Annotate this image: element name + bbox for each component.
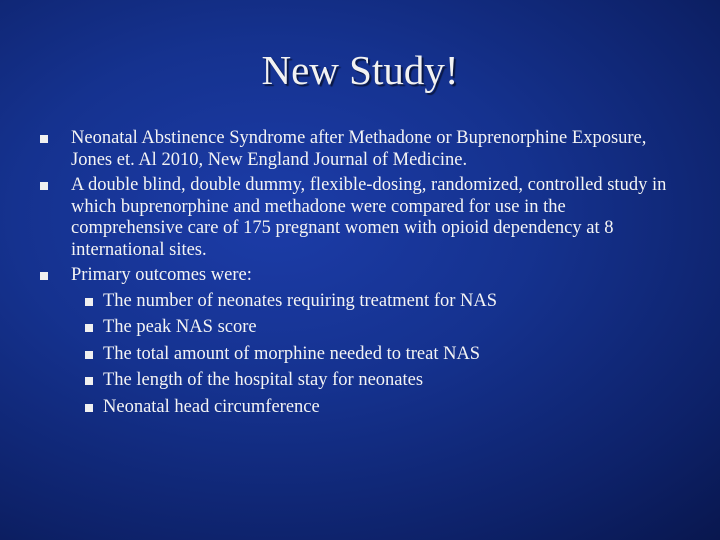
- sub-bullet-item: The total amount of morphine needed to treat NAS: [71, 344, 680, 366]
- sub-bullet-item: The number of neonates requiring treatment for NAS: [71, 291, 680, 313]
- bullet-list: [40, 128, 680, 418]
- bullet-text: Neonatal Abstinence Syndrome after Methadone or Buprenorphine Exposure, Jones et. Al 2010, New England Journal of Medicine.: [71, 128, 647, 170]
- bullet-item-study-design: [40, 175, 680, 261]
- bullet-text: Primary outcomes were:: [71, 265, 252, 285]
- sub-bullet-item: The peak NAS score: [71, 317, 680, 339]
- bullet-item-primary-outcomes: [40, 265, 680, 418]
- bullet-text: A double blind, double dummy, flexible-dosing, randomized, controlled study in which buprenorphine and methadone were compared for use in the comprehensive care of 175 pregnant women with opioid dependency at 8 international sites.: [71, 175, 667, 260]
- outcomes-sublist: [71, 291, 680, 419]
- bullet-item-study-citation: [40, 128, 680, 171]
- slide-title: New Study!: [261, 47, 459, 93]
- sub-bullet-item: The length of the hospital stay for neonates: [71, 370, 680, 392]
- sub-bullet-item: Neonatal head circumference: [71, 397, 680, 419]
